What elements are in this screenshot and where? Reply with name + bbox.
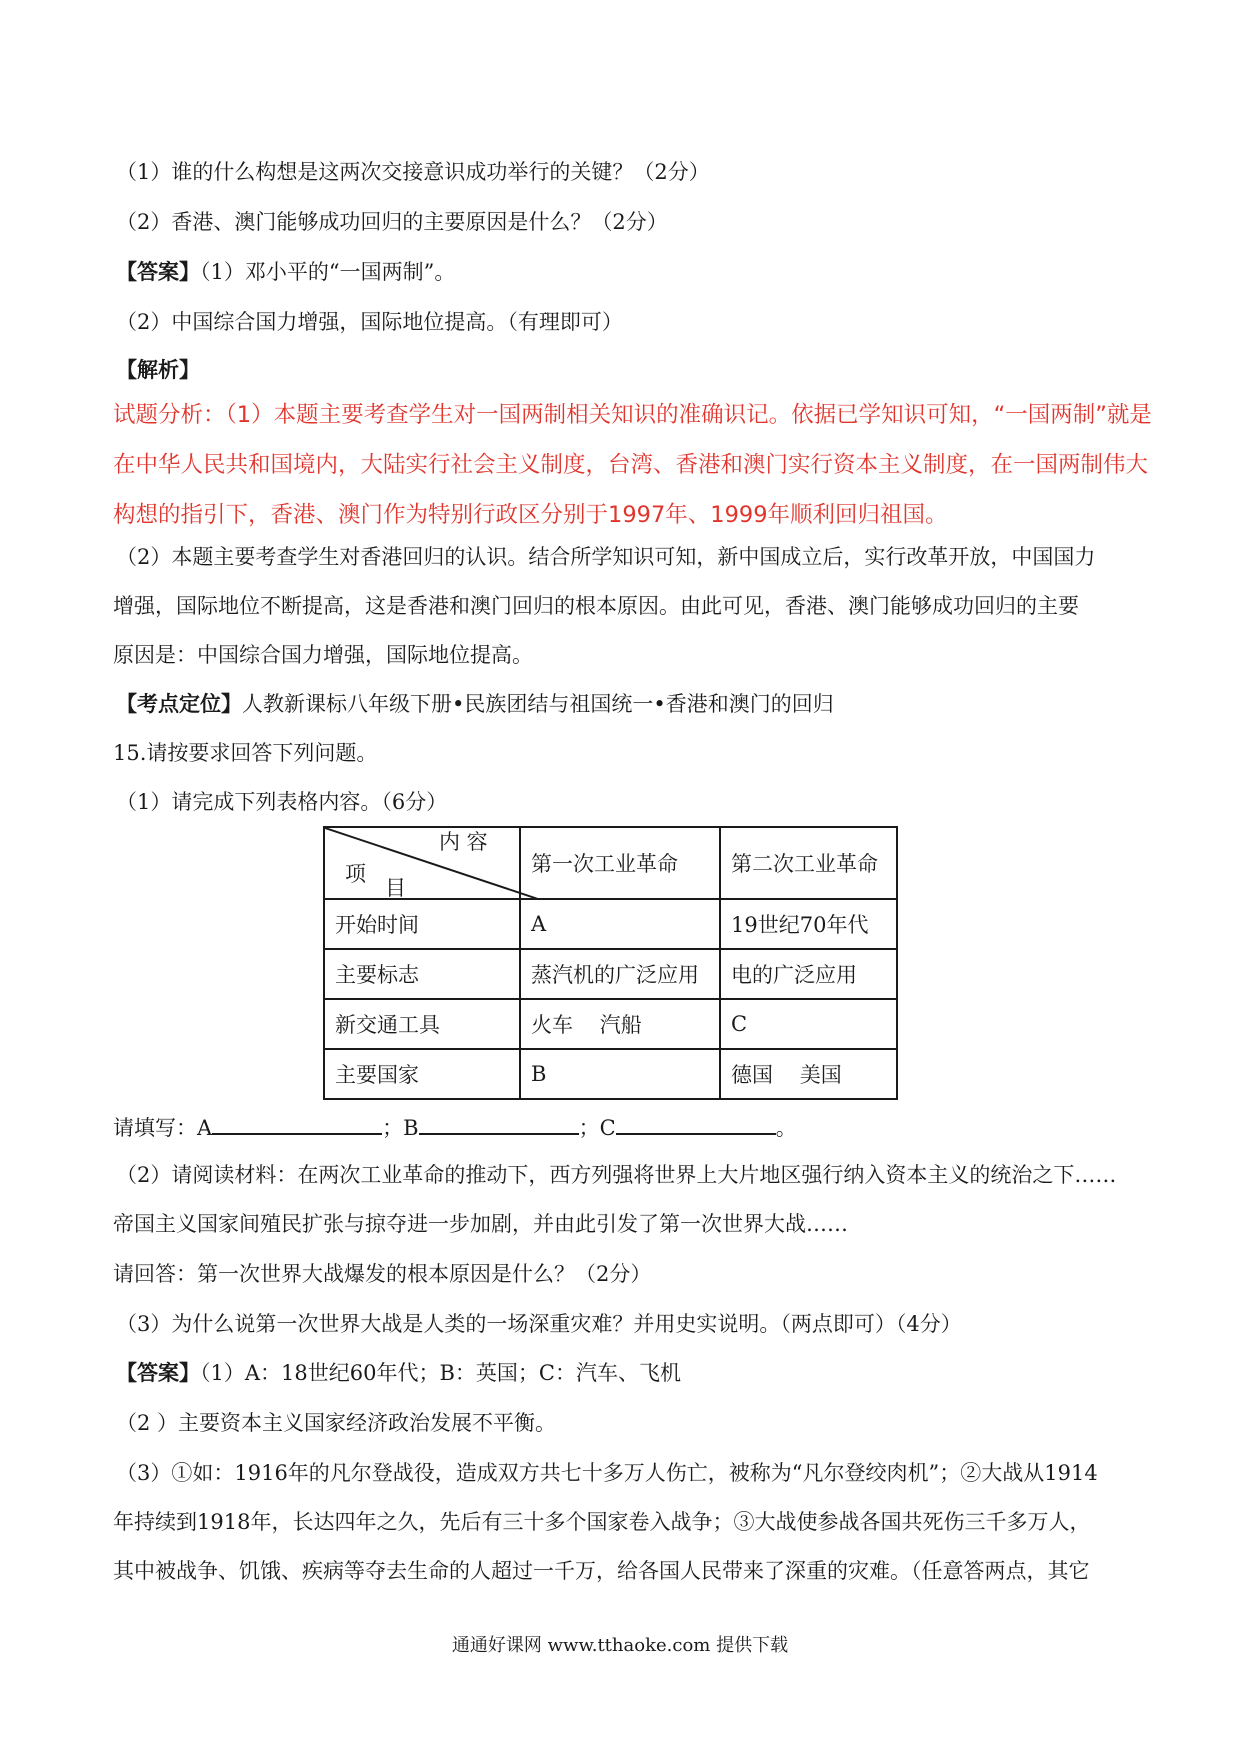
analysis-red-line: 构想的指引下，香港、澳门作为特别行政区分别于1997年、1999年顺利回归祖国。 (113, 502, 948, 528)
analysis-red-line: 试题分析：（1）本题主要考查学生对一国两制相关知识的准确识记。依据已学知识可知，“一国两制”就是 (113, 402, 1152, 428)
q15-answer-3-line: （3）①如：1916年的凡尔登战役，造成双方共七十多万人伤亡，被称为“凡尔登绞肉机”；②大战从1914 (116, 1461, 1098, 1485)
kaodian-label: 【考点定位】 (116, 691, 242, 716)
fill-c: ；C (578, 1116, 616, 1140)
table-cell: 主要标志 (324, 949, 520, 999)
analysis-line: 原因是：中国综合国力增强，国际地位提高。 (113, 643, 533, 667)
table-cell: 主要国家 (324, 1049, 520, 1099)
table-cell: 电的广泛应用 (720, 949, 897, 999)
q14-sub1: （1）谁的什么构想是这两次交接意识成功举行的关键？（2分） (116, 160, 710, 184)
table-row (324, 899, 897, 949)
table-header-cell: 第二次工业革命 (720, 827, 897, 899)
table-header-row (324, 827, 897, 899)
header-item-label: 目 (385, 876, 406, 900)
blank-b[interactable] (419, 1111, 579, 1135)
table-row (324, 999, 897, 1049)
kaodian (116, 689, 834, 719)
q15-sub3: （3）为什么说第一次世界大战是人类的一场深重灾难？并用史实说明。（两点即可）（4分） (116, 1312, 962, 1336)
table-cell: 火车 汽船 (520, 999, 720, 1049)
answer-1: （1）邓小平的“一国两制”。 (200, 260, 456, 284)
table-cell: B (520, 1049, 720, 1099)
fill-b: ；B (382, 1116, 419, 1140)
table-header-cell: 第一次工业革命 (520, 827, 720, 899)
q15-title: 15.请按要求回答下列问题。 (113, 741, 378, 765)
q14-answer-2: （2）中国综合国力增强，国际地位提高。（有理即可） (116, 310, 623, 334)
analysis-red-line: 在中华人民共和国境内，大陆实行社会主义制度，台湾、香港和澳门实行资本主义制度，在一国两制伟大 (113, 452, 1149, 478)
table-cell: 德国 美国 (720, 1049, 897, 1099)
q15-answer-2: （2 ）主要资本主义国家经济政治发展不平衡。 (116, 1411, 557, 1435)
fill-in-line (113, 1111, 797, 1143)
q15-answer-3-line: 年持续到1918年，长达四年之久，先后有三十多个国家卷入战争；③大战使参战各国共死伤三千多万人， (113, 1510, 1091, 1534)
fill-end: 。 (775, 1116, 797, 1140)
table-row (324, 949, 897, 999)
q15-answer-3-line: 其中被战争、饥饿、疾病等夺去生命的人超过一千万，给各国人民带来了深重的灾难。（任意答两点，其它 (113, 1559, 1090, 1583)
answer-1: （1）A：18世纪60年代；B：英国；C：汽车、飞机 (200, 1361, 681, 1385)
fill-prefix: 请填写：A (113, 1116, 213, 1140)
table-cell: C (720, 999, 897, 1049)
answer-label: 【答案】 (116, 1360, 200, 1385)
page-footer: 通通好课网 www.tthaoke.com 提供下载 (451, 1635, 789, 1656)
table-cell: 开始时间 (324, 899, 520, 949)
table-cell: 蒸汽机的广泛应用 (520, 949, 720, 999)
analysis-line: （2）本题主要考查学生对香港回归的认识。结合所学知识可知，新中国成立后，实行改革开放，中国国力 (116, 545, 1096, 569)
table-cell: 19世纪70年代 (720, 899, 897, 949)
q14-sub2: （2）香港、澳门能够成功回归的主要原因是什么？（2分） (116, 210, 668, 234)
header-item-label: 项 (345, 862, 366, 886)
blank-c[interactable] (616, 1111, 776, 1135)
kaodian-text: 人教新课标八年级下册•民族团结与祖国统一•香港和澳门的回归 (242, 692, 834, 716)
q15-sub1: （1）请完成下列表格内容。（6分） (116, 790, 448, 814)
q14-answer (116, 257, 455, 287)
q15-answer (116, 1358, 681, 1388)
answer-label: 【答案】 (116, 259, 200, 284)
analysis-label: 【解析】 (116, 357, 200, 382)
industrial-revolution-table (323, 826, 898, 1100)
diagonal-header-cell (324, 827, 520, 899)
table-row (324, 1049, 897, 1099)
q15-sub2-line: （2）请阅读材料：在两次工业革命的推动下，西方列强将世界上大片地区强行纳入资本主义的统治之下…… (116, 1163, 1117, 1187)
q15-sub2-question: 请回答：第一次世界大战爆发的根本原因是什么？（2分） (113, 1262, 652, 1286)
header-content-label: 内 容 (439, 830, 488, 854)
table-cell: A (520, 899, 720, 949)
analysis-line: 增强，国际地位不断提高，这是香港和澳门回归的根本原因。由此可见，香港、澳门能够成功回归的主要 (113, 594, 1079, 618)
table-cell: 新交通工具 (324, 999, 520, 1049)
blank-a[interactable] (212, 1111, 382, 1135)
q15-sub2-line: 帝国主义国家间殖民扩张与掠夺进一步加剧，并由此引发了第一次世界大战…… (113, 1212, 848, 1236)
